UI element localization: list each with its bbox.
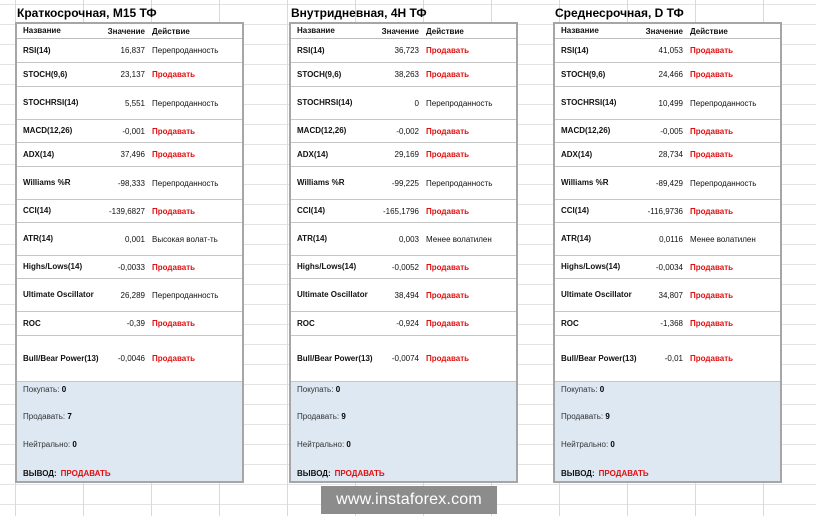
- indicator-name: STOCH(9,6): [23, 69, 68, 79]
- table-rows: [291, 39, 516, 382]
- table-row: [17, 223, 242, 256]
- summary-sell: Продавать: 7: [23, 412, 72, 421]
- indicator-value: 38,494: [394, 290, 419, 300]
- table-row: [17, 312, 242, 336]
- table-row: [17, 256, 242, 279]
- table-row: [555, 87, 780, 120]
- indicator-action: Продавать: [690, 206, 734, 216]
- indicator-name: STOCHRSI(14): [297, 98, 353, 107]
- indicator-action: Продавать: [690, 319, 734, 328]
- table-row: [17, 143, 242, 167]
- indicator-value: -99,225: [391, 178, 419, 188]
- summary-sell: Продавать: 9: [561, 412, 610, 421]
- indicator-value: -0,0034: [655, 262, 683, 272]
- indicator-name: MACD(12,26): [297, 126, 347, 135]
- summary-neutral: Нейтрально: 0: [23, 440, 77, 449]
- indicator-action: Продавать: [690, 354, 734, 363]
- indicator-name: Ultimate Oscillator: [561, 290, 632, 299]
- indicator-value: -0,005: [660, 126, 683, 136]
- table-row: [17, 279, 242, 312]
- table-row: [17, 39, 242, 63]
- table-row: [291, 39, 516, 63]
- table-row: [555, 256, 780, 279]
- indicator-panel-h4: [289, 4, 518, 483]
- indicator-table: [289, 22, 518, 483]
- indicator-value: 0: [414, 98, 419, 108]
- summary-neutral: Нейтрально: 0: [561, 440, 615, 449]
- indicator-value: -0,001: [122, 126, 145, 136]
- indicator-value: 36,723: [394, 46, 419, 55]
- indicator-name: ADX(14): [561, 149, 593, 159]
- indicator-value: -165,1796: [382, 206, 419, 216]
- table-row: [291, 167, 516, 200]
- indicator-value: 0,001: [124, 234, 145, 244]
- indicator-name: Williams %R: [297, 178, 345, 187]
- table-row: [17, 87, 242, 120]
- table-row: [555, 167, 780, 200]
- indicator-value: 0,003: [398, 234, 419, 244]
- indicator-value: -0,0033: [117, 262, 145, 272]
- indicator-action: Продавать: [690, 70, 734, 79]
- watermark-banner: www.instaforex.com: [321, 486, 497, 514]
- indicator-value: 23,137: [120, 70, 145, 79]
- indicator-action: Продавать: [690, 290, 734, 300]
- table-row: [291, 63, 516, 87]
- indicator-panel-m15: [15, 4, 244, 483]
- indicator-action: Перепроданность: [690, 98, 757, 108]
- table-row: [17, 200, 242, 223]
- indicator-action: Продавать: [152, 70, 196, 79]
- indicator-name: MACD(12,26): [561, 126, 611, 135]
- indicator-value: 10,499: [658, 98, 683, 108]
- indicator-action: Перепроданность: [690, 178, 757, 188]
- indicator-action: Продавать: [152, 354, 196, 363]
- indicator-name: Ultimate Oscillator: [23, 290, 94, 299]
- indicator-action: Продавать: [426, 354, 470, 363]
- indicator-action: Продавать: [152, 206, 196, 216]
- panel-title: Внутридневная, 4Н ТФ: [291, 6, 427, 20]
- table-row: [17, 63, 242, 87]
- table-row: [291, 120, 516, 143]
- indicator-value: 28,734: [658, 150, 683, 159]
- indicator-name: Bull/Bear Power(13): [561, 353, 637, 363]
- indicator-name: Williams %R: [561, 178, 609, 187]
- indicator-name: ATR(14): [297, 234, 328, 243]
- indicator-action: Продавать: [426, 70, 470, 79]
- summary-block: [291, 382, 516, 481]
- indicator-value: -0,39: [126, 319, 145, 328]
- indicator-value: -116,9736: [647, 206, 683, 216]
- indicator-name: Williams %R: [23, 178, 71, 187]
- indicator-action: Продавать: [690, 46, 734, 55]
- indicator-value: 16,837: [120, 46, 145, 55]
- indicator-name: RSI(14): [297, 45, 325, 55]
- indicator-value: 24,466: [658, 70, 683, 79]
- indicator-name: MACD(12,26): [23, 126, 73, 135]
- indicator-action: Перепроданность: [426, 98, 493, 108]
- table-rows: [17, 39, 242, 382]
- indicator-name: CCI(14): [23, 206, 52, 215]
- table-row: [291, 312, 516, 336]
- indicator-action: Продавать: [426, 126, 470, 136]
- indicator-value: 0,0116: [659, 234, 683, 244]
- indicator-value: 34,807: [658, 290, 683, 300]
- summary-verdict: ВЫВОД: ПРОДАВАТЬ: [23, 469, 111, 478]
- indicator-value: -0,002: [396, 126, 419, 136]
- indicator-action: Перепроданность: [152, 46, 219, 55]
- table-row: [555, 336, 780, 382]
- table-row: [555, 200, 780, 223]
- header-action: Действие: [426, 26, 464, 36]
- panel-title: Среднесрочная, D ТФ: [555, 6, 684, 20]
- indicator-name: RSI(14): [23, 45, 51, 55]
- indicator-name: ADX(14): [297, 149, 329, 159]
- table-row: [291, 223, 516, 256]
- table-row: [291, 200, 516, 223]
- summary-sell: Продавать: 9: [297, 412, 346, 421]
- indicator-name: CCI(14): [561, 206, 590, 215]
- header-value: Значение: [107, 26, 145, 36]
- indicator-name: ROC: [297, 318, 315, 328]
- table-row: [291, 256, 516, 279]
- header-name: Название: [23, 26, 61, 35]
- indicator-table: [553, 22, 782, 483]
- indicator-name: ROC: [23, 318, 41, 328]
- indicator-value: 37,496: [120, 150, 145, 159]
- indicator-action: Продавать: [690, 126, 734, 136]
- indicator-table: [15, 22, 244, 483]
- indicator-value: -0,0074: [391, 354, 419, 363]
- table-row: [555, 312, 780, 336]
- summary-block: [17, 382, 242, 481]
- indicator-name: Bull/Bear Power(13): [297, 353, 373, 363]
- summary-verdict: ВЫВОД: ПРОДАВАТЬ: [561, 469, 649, 478]
- summary-verdict: ВЫВОД: ПРОДАВАТЬ: [297, 469, 385, 478]
- indicator-name: Bull/Bear Power(13): [23, 353, 99, 363]
- indicator-action: Продавать: [152, 319, 196, 328]
- indicator-name: STOCH(9,6): [297, 69, 342, 79]
- indicator-action: Продавать: [426, 262, 470, 272]
- indicator-name: Ultimate Oscillator: [297, 290, 368, 299]
- indicator-value: 29,169: [394, 150, 419, 159]
- summary-block: [555, 382, 780, 481]
- table-header: [17, 24, 242, 39]
- indicator-value: 38,263: [394, 70, 419, 79]
- indicator-action: Менее волатилен: [426, 234, 492, 244]
- indicator-name: ATR(14): [561, 234, 592, 243]
- table-row: [555, 223, 780, 256]
- table-header: [291, 24, 516, 39]
- indicator-name: Highs/Lows(14): [297, 262, 357, 271]
- summary-buy: Покупать: 0: [561, 385, 605, 394]
- indicator-value: 41,053: [658, 46, 683, 55]
- indicator-action: Менее волатилен: [690, 234, 756, 244]
- indicator-action: Продавать: [690, 150, 734, 159]
- indicator-name: STOCH(9,6): [561, 69, 606, 79]
- table-row: [17, 120, 242, 143]
- indicator-action: Продавать: [690, 262, 734, 272]
- indicator-value: 26,289: [120, 290, 145, 300]
- indicator-value: -0,0052: [391, 262, 419, 272]
- table-row: [555, 39, 780, 63]
- indicator-value: -89,429: [655, 178, 683, 188]
- table-row: [291, 336, 516, 382]
- table-row: [291, 279, 516, 312]
- indicator-value: 5,551: [124, 98, 145, 108]
- panel-title: Краткосрочная, М15 ТФ: [17, 6, 157, 20]
- indicator-action: Продавать: [426, 319, 470, 328]
- indicator-name: CCI(14): [297, 206, 326, 215]
- summary-neutral: Нейтрально: 0: [297, 440, 351, 449]
- header-action: Действие: [152, 26, 190, 36]
- indicator-action: Перепроданность: [152, 290, 219, 300]
- indicator-panel-d1: [553, 4, 782, 483]
- indicator-action: Продавать: [152, 126, 196, 136]
- indicator-value: -1,368: [660, 319, 683, 328]
- header-value: Значение: [645, 26, 683, 36]
- table-header: [555, 24, 780, 39]
- indicator-value: -0,0046: [117, 354, 145, 363]
- indicator-name: Highs/Lows(14): [561, 262, 621, 271]
- table-row: [555, 279, 780, 312]
- indicator-value: -98,333: [117, 178, 145, 188]
- indicator-name: STOCHRSI(14): [561, 98, 617, 107]
- indicator-value: -0,01: [664, 354, 683, 363]
- indicator-action: Перепроданность: [426, 178, 493, 188]
- table-row: [291, 87, 516, 120]
- indicator-name: RSI(14): [561, 45, 589, 55]
- table-row: [555, 120, 780, 143]
- indicator-action: Продавать: [426, 46, 470, 55]
- indicator-action: Высокая волат-ть: [152, 234, 218, 244]
- header-value: Значение: [381, 26, 419, 36]
- indicator-action: Продавать: [426, 206, 470, 216]
- indicator-name: Highs/Lows(14): [23, 262, 83, 271]
- indicator-action: Перепроданность: [152, 178, 219, 188]
- indicator-value: -139,6827: [108, 206, 145, 216]
- table-row: [291, 143, 516, 167]
- header-name: Название: [561, 26, 599, 35]
- header-action: Действие: [690, 26, 728, 36]
- indicator-action: Перепроданность: [152, 98, 219, 108]
- indicator-name: STOCHRSI(14): [23, 98, 79, 107]
- header-name: Название: [297, 26, 335, 35]
- table-row: [555, 63, 780, 87]
- summary-buy: Покупать: 0: [23, 385, 67, 394]
- indicator-name: ROC: [561, 318, 579, 328]
- indicator-action: Продавать: [426, 290, 470, 300]
- indicator-action: Продавать: [152, 150, 196, 159]
- table-rows: [555, 39, 780, 382]
- table-row: [17, 336, 242, 382]
- table-row: [555, 143, 780, 167]
- indicator-value: -0,924: [396, 319, 419, 328]
- indicator-action: Продавать: [426, 150, 470, 159]
- indicator-name: ADX(14): [23, 149, 55, 159]
- table-row: [17, 167, 242, 200]
- summary-buy: Покупать: 0: [297, 385, 341, 394]
- indicator-name: ATR(14): [23, 234, 54, 243]
- indicator-action: Продавать: [152, 262, 196, 272]
